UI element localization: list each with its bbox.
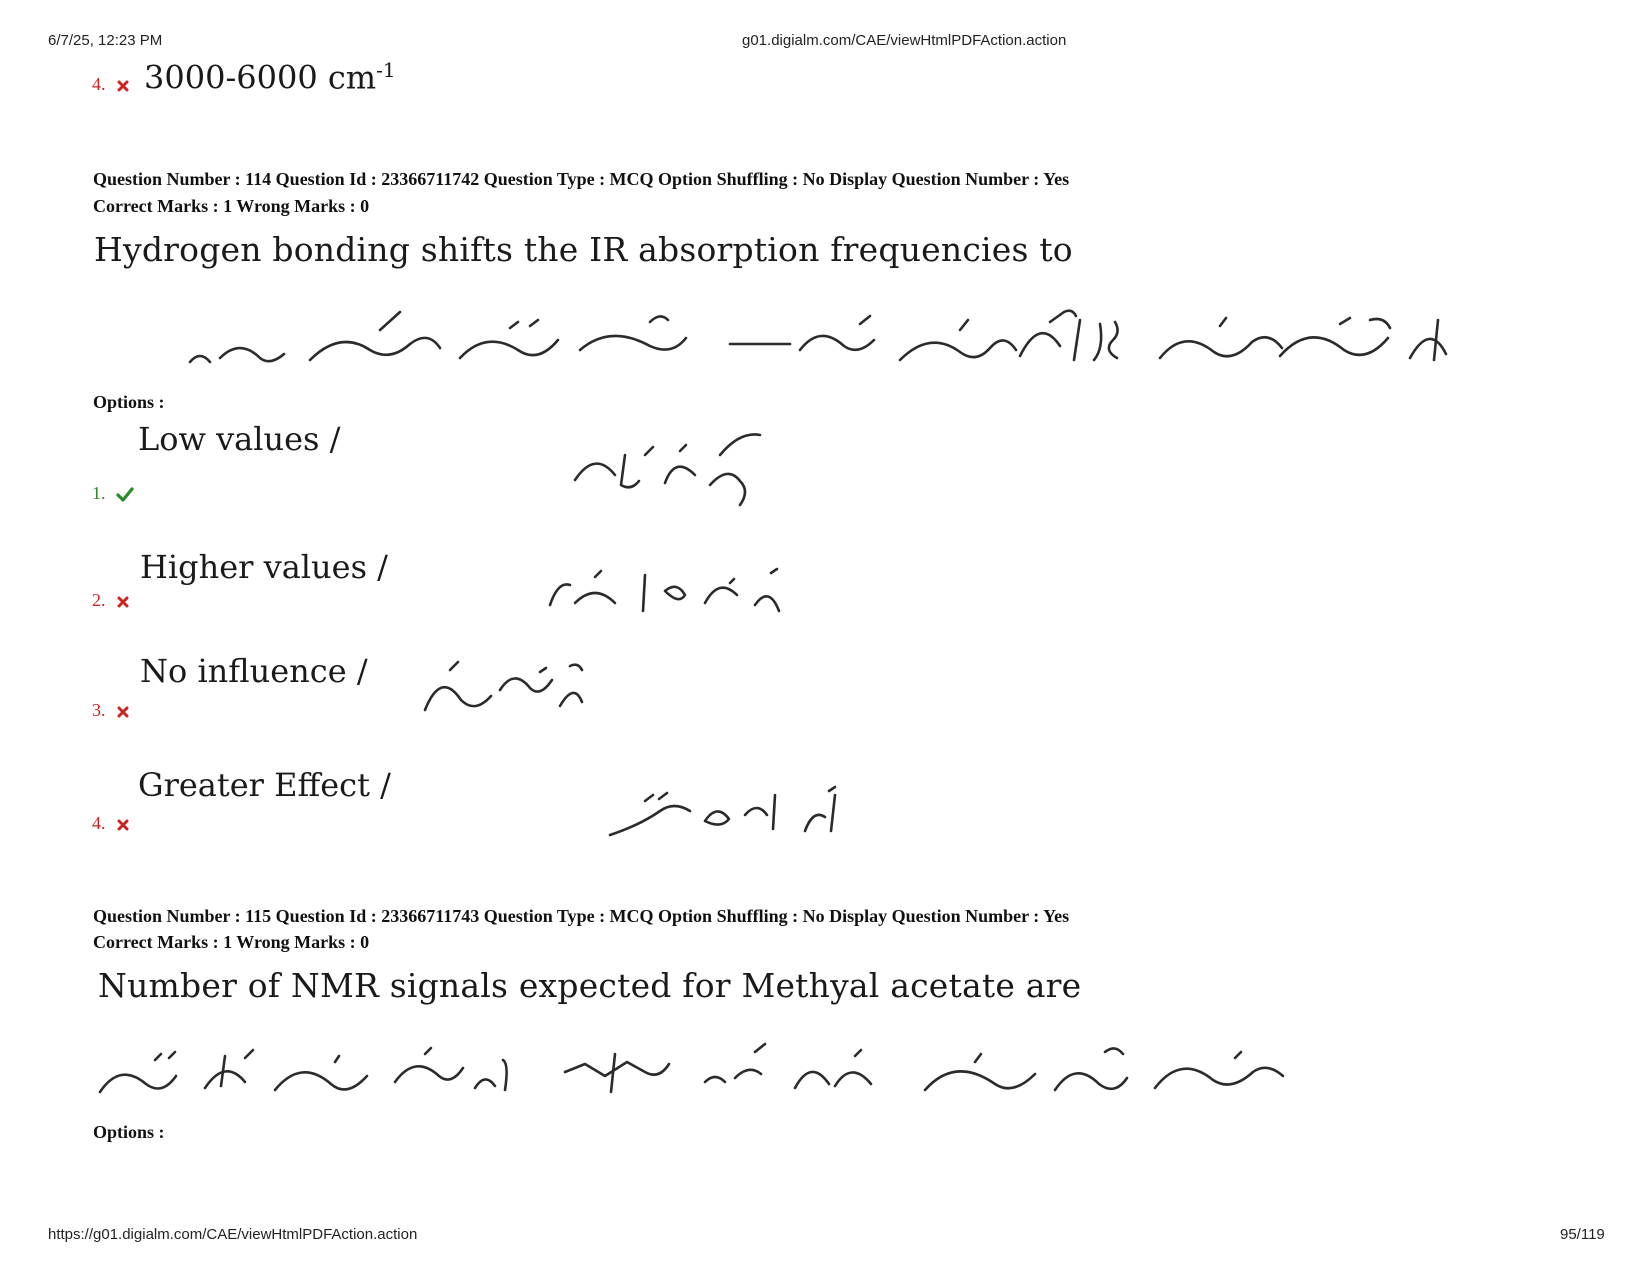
question-114-urdu-handwriting (180, 300, 1470, 385)
question-114-meta-line1: Question Number : 114 Question Id : 23366711742 Question Type : MCQ Option Shuffling : No Display Question Number : Yes (93, 169, 1070, 189)
cross-icon (116, 818, 130, 832)
option-3-label: No influence / (140, 652, 368, 690)
cross-icon (116, 79, 130, 93)
check-icon (116, 487, 134, 503)
option-number: 3. (92, 700, 106, 720)
page-url-header: g01.digialm.com/CAE/viewHtmlPDFAction.action (742, 32, 1067, 49)
option-2-label: Higher values / (140, 548, 388, 586)
page-number: 95/119 (1560, 1226, 1605, 1243)
page-url-footer: https://g01.digialm.com/CAE/viewHtmlPDFAction.action (48, 1226, 418, 1243)
cross-icon (116, 595, 130, 609)
question-114-meta-line2: Correct Marks : 1 Wrong Marks : 0 (93, 196, 370, 216)
option-2-marker (92, 590, 130, 611)
question-114-text: Hydrogen bonding shifts the IR absorption frequencies to (94, 230, 1073, 269)
option-3-marker (92, 700, 130, 721)
option-number: 1. (92, 483, 106, 503)
option-4-marker (92, 813, 130, 834)
option-4-urdu-handwriting (605, 775, 855, 860)
prev-option-4 (92, 74, 130, 95)
option-3-urdu-handwriting (420, 650, 590, 735)
question-115-text: Number of NMR signals expected for Methyal acetate are (98, 966, 1082, 1005)
question-115-urdu-handwriting (95, 1032, 1295, 1117)
prev-option-superscript: -1 (376, 58, 396, 82)
option-1-urdu-handwriting (570, 425, 770, 510)
print-datetime: 6/7/25, 12:23 PM (48, 32, 163, 49)
prev-option-4-label (144, 58, 396, 97)
option-4-label: Greater Effect / (138, 766, 391, 804)
question-115-options-label: Options : (93, 1122, 165, 1142)
cross-icon (116, 705, 130, 719)
question-115-meta-line2: Correct Marks : 1 Wrong Marks : 0 (93, 932, 370, 952)
option-number: 4. (92, 74, 106, 94)
option-number: 4. (92, 813, 106, 833)
question-114-options-label: Options : (93, 392, 165, 412)
option-1-label: Low values / (138, 420, 341, 458)
option-number: 2. (92, 590, 106, 610)
question-115-meta-line1: Question Number : 115 Question Id : 23366711743 Question Type : MCQ Option Shuffling : No Display Question Number : Yes (93, 906, 1070, 926)
prev-option-text: 3000-6000 cm (144, 58, 377, 97)
option-1-marker (92, 483, 134, 504)
option-2-urdu-handwriting (545, 555, 795, 630)
